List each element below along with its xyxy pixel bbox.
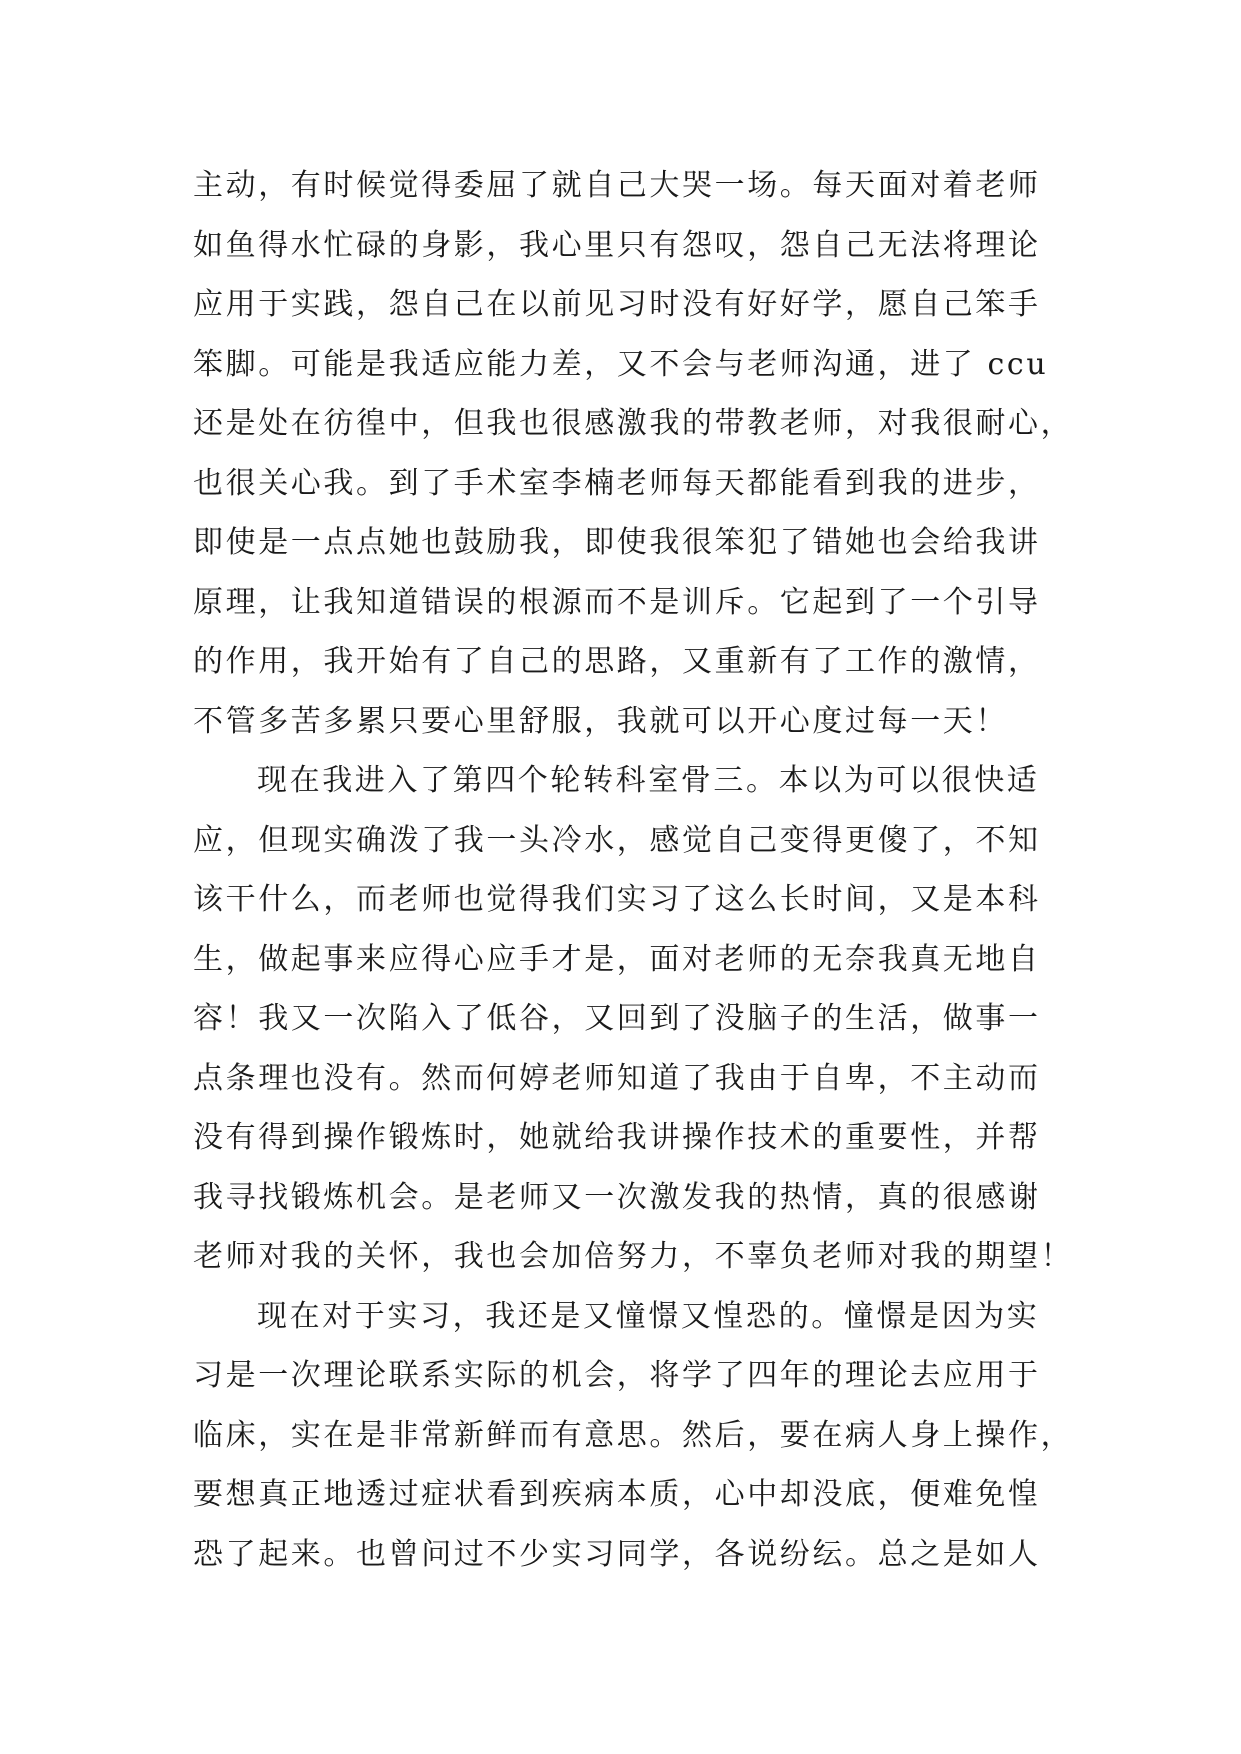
text-line: 老师对我的关怀，我也会加倍努力，不辜负老师对我的期望！ xyxy=(193,1239,1074,1274)
text-line: 还是处在彷徨中，但我也很感激我的带教老师，对我很耐心， xyxy=(193,406,1074,441)
text-line: 应，但现实确泼了我一头冷水，感觉自己变得更傻了，不知 xyxy=(193,822,1041,858)
text-line: 点条理也没有。然而何婷老师知道了我由于自卑，不主动而 xyxy=(193,1060,1041,1096)
text-line: 容！我又一次陷入了低谷，又回到了没脑子的生活，做事一 xyxy=(193,1001,1041,1036)
text-line: 应用于实践，怨自己在以前见习时没有好好学，愿自己笨手 xyxy=(193,287,1041,322)
body-text xyxy=(193,156,1074,1584)
text-line: 原理，让我知道错误的根源而不是训斥。它起到了一个引导 xyxy=(193,584,1041,620)
text-line: 主动，有时候觉得委屈了就自己大哭一场。每天面对着老师 xyxy=(193,168,1041,203)
text-line: 笨脚。可能是我适应能力差，又不会与老师沟通，进了 ccu xyxy=(193,346,1049,382)
text-line: 没有得到操作锻炼时，她就给我讲操作技术的重要性，并帮 xyxy=(193,1120,1041,1155)
text-line: 要想真正地透过症状看到疾病本质，心中却没底，便难免惶 xyxy=(193,1477,1041,1512)
text-line: 如鱼得水忙碌的身影，我心里只有怨叹，怨自己无法将理论 xyxy=(193,227,1041,263)
text-line: 不管多苦多累只要心里舒服，我就可以开心度过每一天！ xyxy=(193,703,1008,739)
paragraph-start-line: 现在我进入了第四个轮转科室骨三。本以为可以很快适 xyxy=(257,763,1040,798)
text-line: 该干什么，而老师也觉得我们实习了这么长时间，又是本科 xyxy=(193,882,1041,917)
paragraph-start-line: 现在对于实习，我还是又憧憬又惶恐的。憧憬是因为实 xyxy=(257,1298,1040,1334)
text-line: 恐了起来。也曾问过不少实习同学，各说纷纭。总之是如人 xyxy=(193,1536,1041,1572)
text-line: 我寻找锻炼机会。是老师又一次激发我的热情，真的很感谢 xyxy=(193,1179,1041,1215)
text-line: 临床，实在是非常新鲜而有意思。然后，要在病人身上操作， xyxy=(193,1417,1074,1453)
text-line: 也很关心我。到了手术室李楠老师每天都能看到我的进步， xyxy=(193,465,1041,501)
text-line: 生，做起事来应得心应手才是，面对老师的无奈我真无地自 xyxy=(193,941,1041,977)
text-line: 的作用，我开始有了自己的思路，又重新有了工作的激情， xyxy=(193,644,1041,679)
text-line: 即使是一点点她也鼓励我，即使我很笨犯了错她也会给我讲 xyxy=(193,525,1041,560)
text-line: 习是一次理论联系实际的机会，将学了四年的理论去应用于 xyxy=(193,1358,1041,1393)
